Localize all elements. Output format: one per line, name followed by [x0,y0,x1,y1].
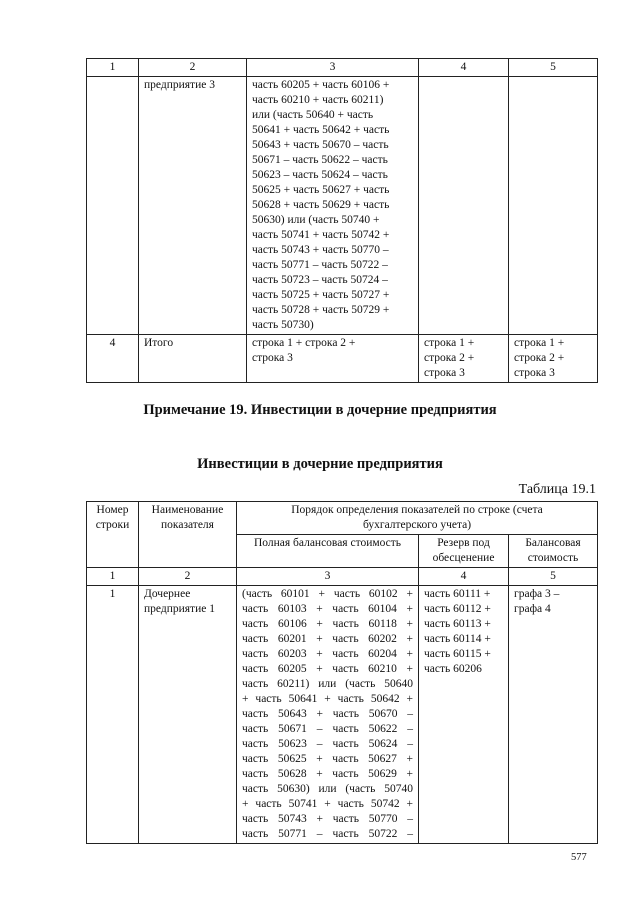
investments-table [86,501,598,844]
formula-line: часть 60205 + часть 60210 + [242,663,413,675]
formula-line: часть 50625 + часть 50627 + [242,753,413,765]
column-number: 2 [139,568,237,586]
section-title: Инвестиции в дочерние предприятия [197,456,443,472]
continued-table [86,58,598,383]
table-row [87,335,598,383]
indicator-name: Итого [139,335,247,383]
table-header-row [87,59,598,77]
formula-line: часть 60211) или (часть 50640 [242,678,413,690]
page-number: 577 [571,852,587,863]
column-number: 4 [419,59,509,77]
column-number: 1 [87,568,139,586]
formula-line: + часть 50741 + часть 50742 + [242,798,413,810]
balance-cell [509,77,598,335]
reserve-cell: часть 60111 + часть 60112 + часть 60113 + часть 60114 + часть 60115 + часть 60206 [419,586,509,844]
formula-line: часть 60203 + часть 60204 + [242,648,413,660]
header-indicator-name: Наименование показателя [139,502,237,568]
formula-cell: строка 1 + строка 2 + строка 3 [247,335,419,383]
reserve-cell: строка 1 + строка 2 + строка 3 [419,335,509,383]
formula-cell: часть 60205 + часть 60106 + часть 60210 + часть 60211) или (часть 50640 + часть 50641 + часть 50642 + часть 50643 + часть 50670 – часть 50671 – часть 50622 – часть 50623 – часть 50624 – часть 50625 + часть 50627 + часть 50628 + часть 50629 + часть 50630) или (часть 50740 + часть 50741 + часть 50742 + часть 50743 + часть 50770 – часть 50771 – часть 50722 – часть 50723 – часть 50724 – часть 50725 + часть 50727 + часть 50728 + часть 50729 + часть 50730) [247,77,419,335]
formula-line: часть 60201 + часть 60202 + [242,633,413,645]
formula-line: + часть 50641 + часть 50642 + [242,693,413,705]
column-number: 2 [139,59,247,77]
header-full-value: Полная балансовая стоимость [237,535,419,568]
header-balance-value: Балансовая стоимость [509,535,598,568]
formula-line: (часть 60101 + часть 60102 + [242,588,413,600]
formula-line: часть 60106 + часть 60118 + [242,618,413,630]
formula-line: часть 50771 – часть 50722 – [242,828,413,840]
header-order: Порядок определения показателей по строке (счета бухгалтерского учета) [237,502,598,535]
column-number: 4 [419,568,509,586]
table-header-row [87,502,598,535]
column-numbers-row [87,568,598,586]
balance-cell: строка 1 + строка 2 + строка 3 [509,335,598,383]
column-number: 5 [509,59,598,77]
row-number: 4 [87,335,139,383]
column-number: 5 [509,568,598,586]
formula-line: часть 50628 + часть 50629 + [242,768,413,780]
indicator-name: Дочернее предприятие 1 [139,586,237,844]
formula-line: часть 60103 + часть 60104 + [242,603,413,615]
formula-line: часть 50743 + часть 50770 – [242,813,413,825]
table-row [87,586,598,844]
formula-line: часть 50671 – часть 50622 – [242,723,413,735]
formula-line: часть 50643 + часть 50670 – [242,708,413,720]
column-number: 1 [87,59,139,77]
column-number: 3 [237,568,419,586]
table-row [87,77,598,335]
formula-cell [237,586,419,844]
row-number: 1 [87,586,139,844]
row-number [87,77,139,335]
header-reserve: Резерв под обесценение [419,535,509,568]
header-row-number: Номер строки [87,502,139,568]
balance-cell: графа 3 – графа 4 [509,586,598,844]
formula-line: часть 50630) или (часть 50740 [242,783,413,795]
reserve-cell [419,77,509,335]
note-title: Примечание 19. Инвестиции в дочерние предприятия [143,402,497,418]
table-label: Таблица 19.1 [518,482,596,497]
formula-line: часть 50623 – часть 50624 – [242,738,413,750]
column-number: 3 [247,59,419,77]
indicator-name: предприятие 3 [139,77,247,335]
